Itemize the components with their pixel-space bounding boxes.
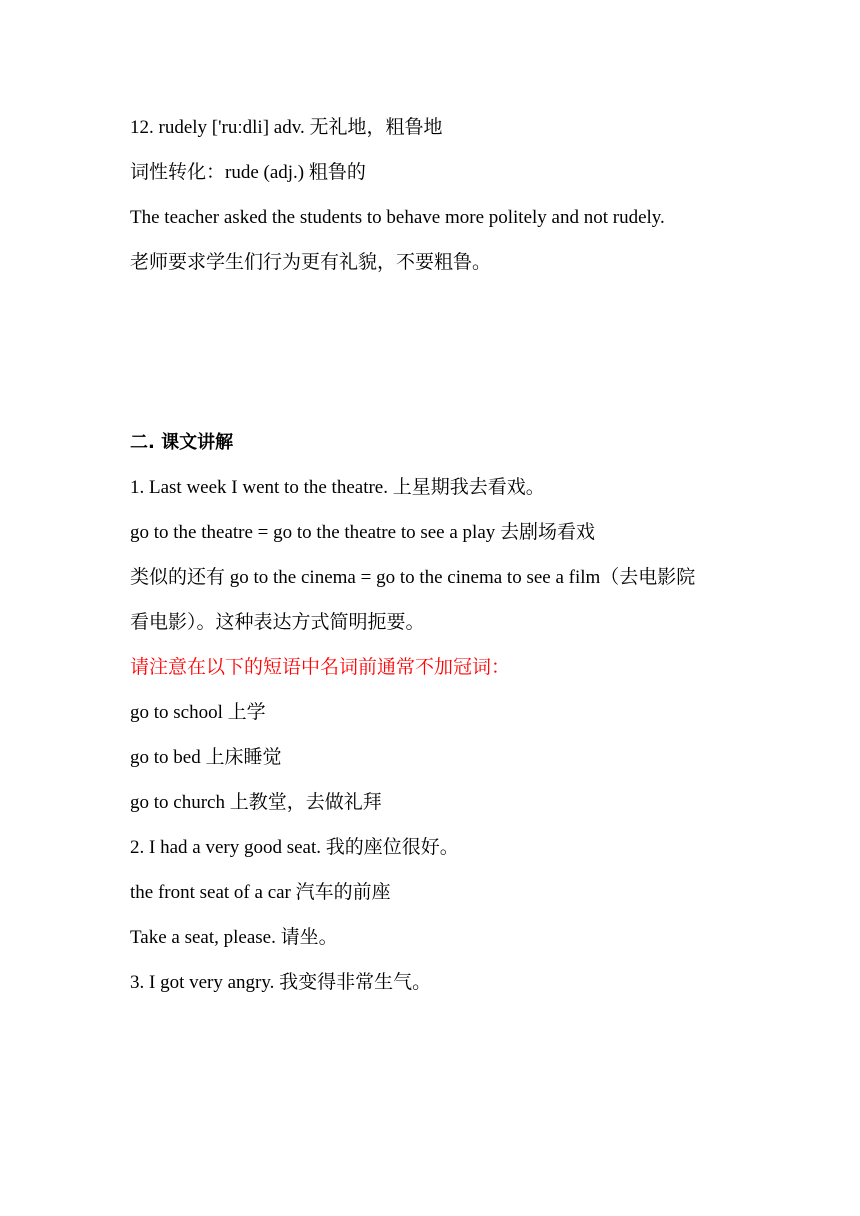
example-sentence-en: The teacher asked the students to behave more politely and not rudely. xyxy=(130,207,665,228)
phrase-example: go to bed 上床睡觉 xyxy=(130,747,282,768)
explanation-line: 看电影）。这种表达方式简明扼要。 xyxy=(130,612,425,633)
example-sentence-zh: 老师要求学生们行为更有礼貌，不要粗鲁。 xyxy=(130,252,492,273)
vocab-entry-rudely: 12. rudely ['ruːdli] adv. 无礼地，粗鲁地 xyxy=(130,117,443,138)
phrase-example: Take a seat, please. 请坐。 xyxy=(130,927,338,948)
explanation-line: go to the theatre = go to the theatre to see a play 去剧场看戏 xyxy=(130,522,595,543)
explanation-line: 类似的还有 go to the cinema = go to the cinema to see a film（去电影院 xyxy=(130,567,696,588)
section-heading: 二. 课文讲解 xyxy=(130,432,234,453)
phrase-example: go to school 上学 xyxy=(130,702,266,723)
word-form-note: 词性转化：rude (adj.) 粗鲁的 xyxy=(130,162,366,183)
phrase-example: go to church 上教堂，去做礼拜 xyxy=(130,792,382,813)
highlight-note: 请注意在以下的短语中名词前通常不加冠词： xyxy=(130,657,511,678)
text-point-2: 2. I had a very good seat. 我的座位很好。 xyxy=(130,837,459,858)
text-point-3: 3. I got very angry. 我变得非常生气。 xyxy=(130,972,432,993)
text-point-1: 1. Last week I went to the theatre. 上星期我去看戏。 xyxy=(130,477,545,498)
phrase-example: the front seat of a car 汽车的前座 xyxy=(130,882,391,903)
